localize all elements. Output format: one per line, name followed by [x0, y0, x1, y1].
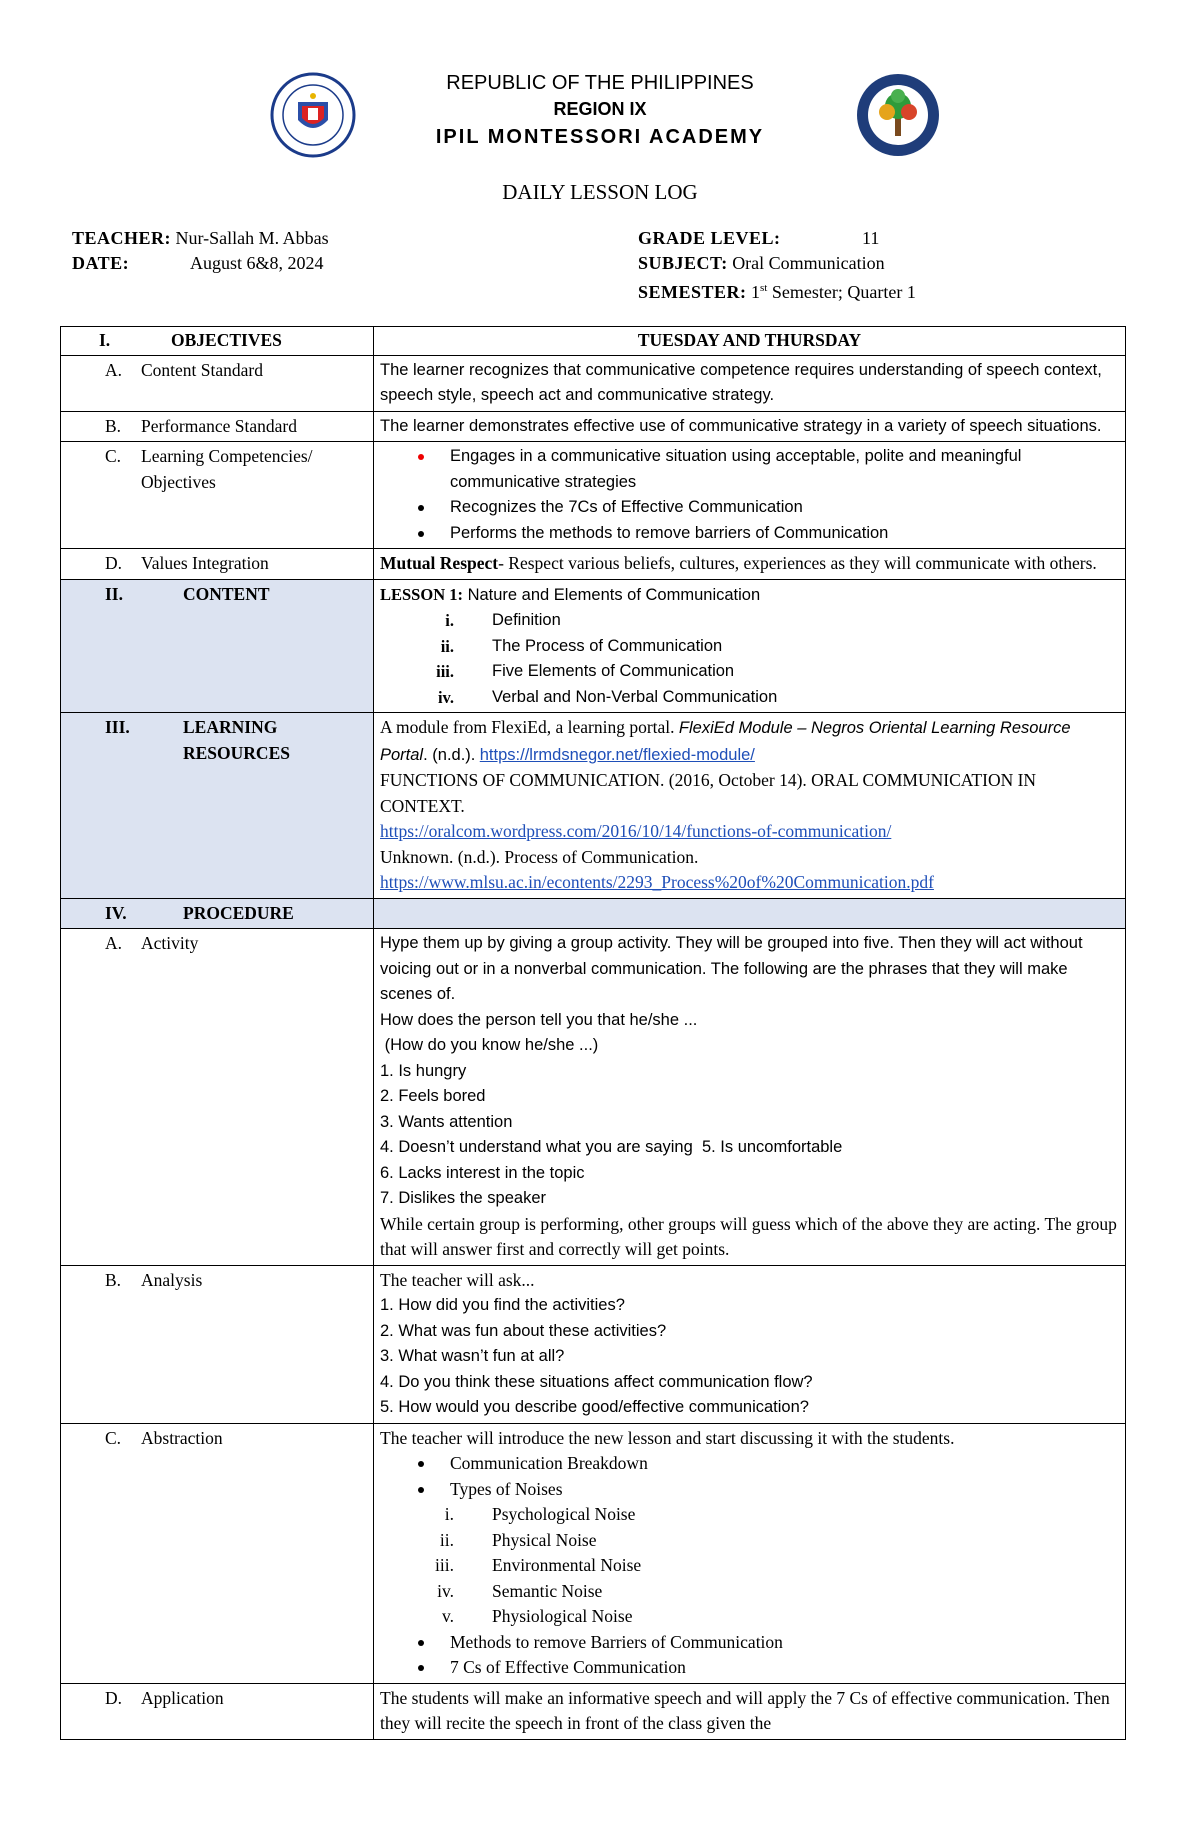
semester-row [638, 276, 916, 304]
row-num: D. [105, 1687, 123, 1708]
table-row [61, 898, 1126, 929]
teacher-value: Nur-Sallah M. Abbas [175, 228, 329, 248]
row-num: B. [105, 415, 122, 436]
subject-row [638, 251, 885, 275]
semester-rest: Semester; Quarter 1 [771, 282, 916, 302]
resource-3-link[interactable]: https://www.mlsu.ac.in/econtents/2293_Process%20of%20Communication.pdf [380, 872, 934, 892]
date-label: DATE: [72, 253, 130, 273]
school-name: IPIL MONTESSORI ACADEMY [435, 126, 765, 148]
lesson-log-table [60, 326, 1126, 1740]
list-item: ii. The Process of Communication [440, 636, 723, 656]
list-item: ii. Physical Noise [439, 1529, 597, 1550]
list-item: iv. Semantic Noise [437, 1580, 603, 1601]
date-row [72, 251, 324, 275]
objectives-label: OBJECTIVES [171, 330, 282, 350]
table-row [61, 442, 1126, 549]
table-row [61, 411, 1126, 442]
row-label: Activity [141, 933, 199, 953]
subject-label: SUBJECT: [638, 253, 728, 273]
table-row [61, 1265, 1126, 1423]
row-num: A. [105, 359, 123, 380]
values-bold: Mutual Respect [380, 553, 499, 573]
grade-row [638, 226, 880, 250]
grade-label: GRADE LEVEL: [638, 228, 781, 248]
lesson-label: LESSON 1: [380, 584, 463, 604]
resources-cell [374, 713, 1126, 899]
table-row [61, 549, 1126, 580]
procedure-empty-cell [374, 898, 1126, 929]
grade-value: 11 [862, 228, 880, 248]
row-num: II. [105, 583, 123, 604]
list-item: iii. Five Elements of Communication [436, 662, 735, 681]
row-num: A. [105, 933, 123, 953]
row-label: Abstraction [141, 1427, 223, 1448]
row-label: Performance Standard [141, 415, 297, 436]
resource-1-tail: . (n.d.). [423, 745, 476, 764]
row-label: Values Integration [141, 553, 269, 573]
objectives-num: I. [99, 330, 111, 350]
table-row [61, 713, 1126, 899]
table-header-row [61, 327, 1126, 356]
resource-1-text: A module from FlexiEd, a learning portal. [380, 717, 675, 737]
table-row [61, 1423, 1126, 1683]
row-label: Application [141, 1687, 224, 1708]
row-num: C. [105, 1427, 122, 1448]
values-text: - Respect various beliefs, cultures, experiences as they will communicate with others. [498, 553, 1097, 573]
row-num: C. [105, 446, 122, 466]
row-num: III. [105, 717, 130, 737]
list-item: Performs the methods to remove barriers of Communication [380, 521, 1119, 547]
date-value: August 6&8, 2024 [190, 253, 324, 273]
subject-value: Oral Communication [732, 253, 885, 273]
document-header [0, 0, 1200, 204]
list-item: i. Psychological Noise [444, 1504, 636, 1524]
list-item: iii. Environmental Noise [435, 1555, 642, 1575]
list-item: Methods to remove Barriers of Communication [380, 1630, 1119, 1656]
row-label: Analysis [141, 1269, 203, 1290]
resource-2-link[interactable]: https://oralcom.wordpress.com/2016/10/14/functions-of-communication/ [380, 821, 892, 841]
row-num: IV. [105, 902, 127, 923]
country-heading: REPUBLIC OF THE PHILIPPINES [446, 72, 754, 94]
resource-3-text: Unknown. (n.d.). Process of Communication. [380, 846, 699, 867]
table-row [61, 1683, 1126, 1739]
row-label: LEARNING RESOURCES [183, 717, 290, 763]
resource-2-text: FUNCTIONS OF COMMUNICATION. (2016, October 14). ORAL COMMUNICATION IN CONTEXT. [380, 770, 1037, 816]
objectives-header [61, 327, 374, 356]
list-item: Engages in a communicative situation using acceptable, polite and meaningful communicative strategies [380, 444, 1119, 495]
resource-1-link[interactable]: https://lrmdsnegor.net/flexied-module/ [479, 745, 755, 764]
activity-cell: Hype them up by giving a group activity. They will be grouped into five. Then they will act without voicing out or in a nonverbal communication. The following are the phrases that they will make scenes of. How does the person tell you that he/she ... (How do you know he/she ...) 1. Is hungry 2. Feels bored 3. Wants attention 4. Doesn’t understand what you are saying 5. Is uncomfortable 6. Lacks interest in the topic 7. Dislikes the speaker While certain group is performing, other groups will guess which of the above they are acting. The group that will answer first and correctly will get points. [374, 929, 1126, 1266]
table-row [61, 929, 1126, 1266]
list-item: 7 Cs of Effective Communication [380, 1655, 1119, 1681]
application-cell: The students will make an informative speech and will apply the 7 Cs of effective communication. Then they will recite the speech in front of the class given the [374, 1683, 1126, 1739]
resource-1-title: FlexiEd Module – Negros Oriental Learning Resource Portal [380, 719, 1071, 764]
row-label: Content Standard [141, 359, 263, 380]
lesson-title: Nature and Elements of Communication [467, 585, 761, 604]
table-row [61, 355, 1126, 411]
list-item: i. Definition [445, 611, 561, 630]
analysis-cell: The teacher will ask... 1. How did you find the activities? 2. What was fun about these activities? 3. What wasn’t fun at all? 4. Do you think these situations affect communication flow? 5. How would you describe good/effective communication? [374, 1265, 1126, 1423]
semester-num: 1 [751, 282, 761, 302]
abstraction-cell: The teacher will introduce the new lesson and start discussing it with the students. Communication Breakdown Types of Noises i. Psychological Noise ii. Physical Noise iii. Environmental Noise iv. Semantic Noise v. Physiological Noise Methods to remove Barriers of Communication 7 Cs of Effective Communication [374, 1423, 1126, 1683]
teacher-label: TEACHER: [72, 228, 172, 248]
list-item: Recognizes the 7Cs of Effective Communication [380, 495, 1119, 521]
teacher-row [72, 226, 329, 250]
performance-standard-text: The learner demonstrates effective use of communicative strategy in a variety of speech situations. [374, 411, 1126, 442]
semester-sup: st [760, 282, 768, 294]
semester-label: SEMESTER: [638, 282, 747, 302]
row-num: B. [105, 1269, 122, 1290]
days-header: TUESDAY AND THURSDAY [374, 327, 1126, 356]
list-item: Types of Noises [380, 1477, 1119, 1503]
row-label: PROCEDURE [183, 902, 294, 923]
competencies-cell [374, 442, 1126, 549]
list-item: v. Physiological Noise [442, 1606, 633, 1626]
content-cell [374, 579, 1126, 713]
row-num: D. [105, 553, 123, 573]
row-label: Learning Competencies/Objectives [141, 446, 313, 492]
region-heading: REGION IX [553, 99, 647, 119]
values-cell [374, 549, 1126, 580]
table-row [61, 579, 1126, 713]
list-item: Communication Breakdown [380, 1451, 1119, 1477]
list-item: iv. Verbal and Non-Verbal Communication [437, 687, 778, 707]
document-title: DAILY LESSON LOG [502, 180, 698, 204]
content-standard-text: The learner recognizes that communicative competence requires understanding of speech context, speech style, speech act and communicative strategy. [374, 355, 1126, 411]
row-label: CONTENT [183, 583, 270, 604]
